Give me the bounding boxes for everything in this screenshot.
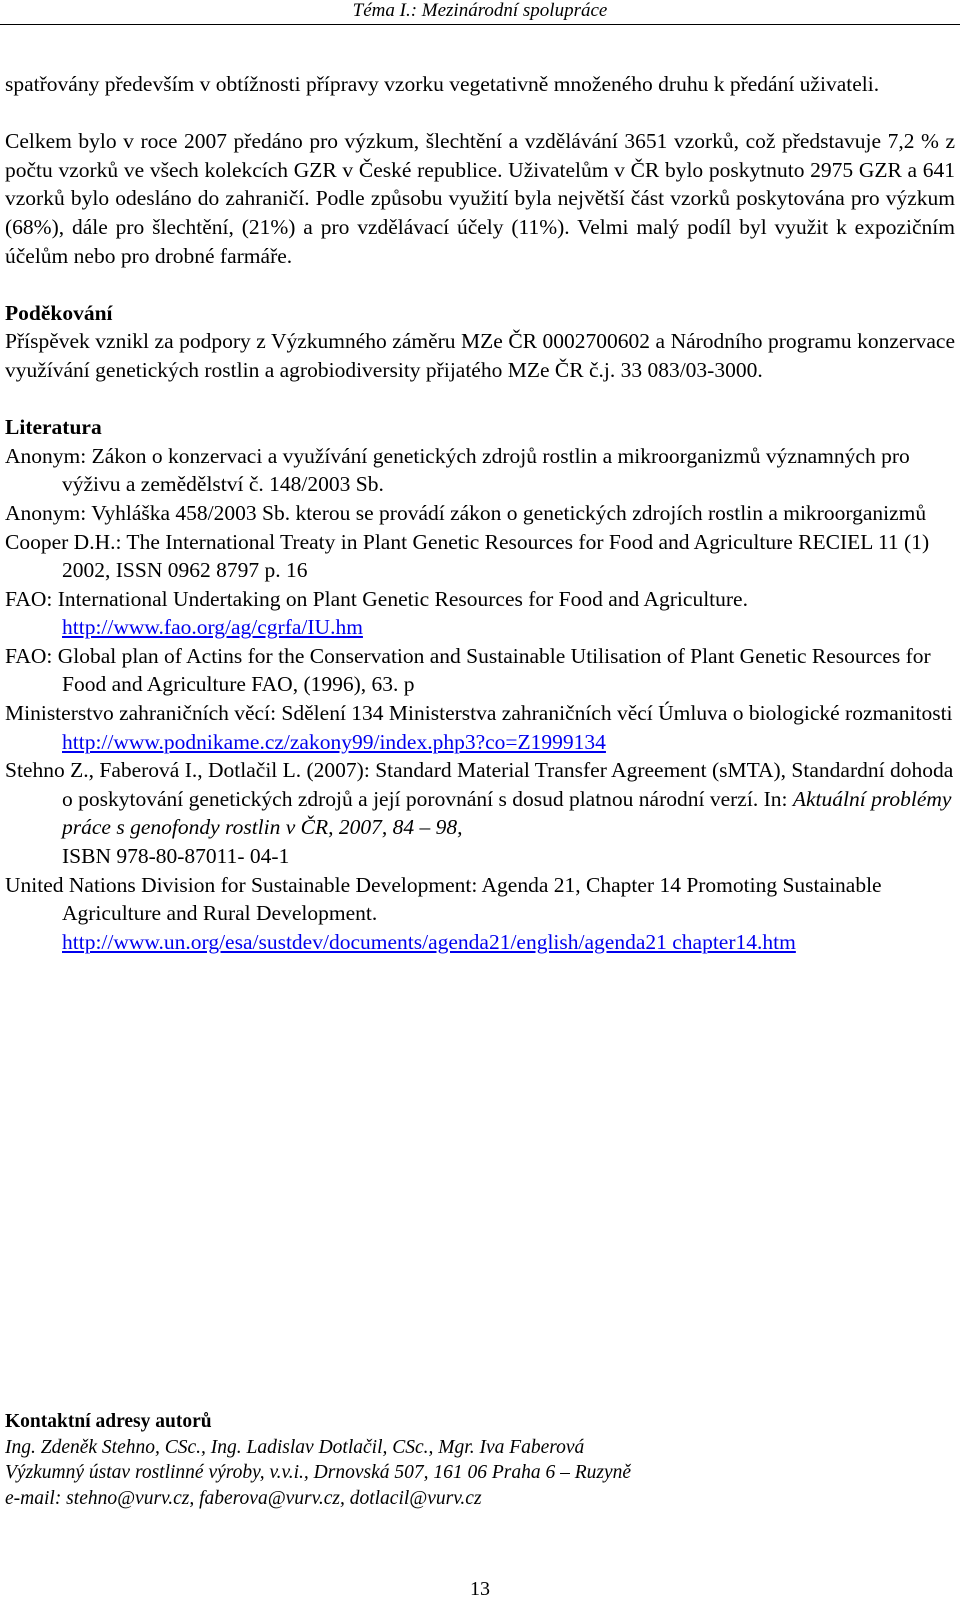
literature-heading: Literatura xyxy=(5,415,102,440)
reference-item: Stehno Z., Faberová I., Dotlačil L. (2007): Standard Material Transfer Agreement (sMTA), Standardní dohoda o poskytování genetických zdrojů a její porovnání s dosud platnou národní verzí. In: Aktuální problémy práce s genofondy rostlin v ČR, 2007, 84 – 98, ISBN 978-80-87011- 04-1 xyxy=(5,758,954,869)
reference-item: Cooper D.H.: The International Treaty in Plant Genetic Resources for Food and Agriculture RECIEL 11 (1) 2002, ISSN 0962 8797 p. 16 xyxy=(5,529,930,583)
page-header xyxy=(0,0,960,25)
reference-link[interactable]: http://www.podnikame.cz/zakony99/index.php3?co=Z1999134 xyxy=(62,729,606,754)
reference-item: Anonym: Zákon o konzervaci a využívání genetických zdrojů rostlin a mikroorganizmů významných pro výživu a zemědělství č. 148/2003 Sb. xyxy=(5,443,910,497)
acknowledgement-text: Příspěvek vznikl za podpory z Výzkumného záměru MZe ČR 0002700602 a Národního programu konzervace využívání genetických rostlin a agrobiodiversity přijatého MZe ČR č.j. 33 083/03-3000. xyxy=(5,329,955,382)
acknowledgement-heading: Poděkování xyxy=(5,300,113,325)
running-title: Téma I.: Mezinárodní spolupráce xyxy=(352,0,608,21)
reference-item: FAO: International Undertaking on Plant Genetic Resources for Food and Agriculture. http://www.fao.org/ag/cgrfa/IU.hm xyxy=(5,586,748,640)
reference-item: Ministerstvo zahraničních věcí: Sdělení 134 Ministerstva zahraničních věcí Úmluva o biologické rozmanitosti http://www.podnikame.cz/zakony99/index.php3?co=Z1999134 xyxy=(5,701,953,754)
reference-item: Anonym: Vyhláška 458/2003 Sb. kterou se provádí zákon o genetických zdrojích rostlin a mikroorganizmů xyxy=(5,500,927,525)
reference-item: FAO: Global plan of Actins for the Conservation and Sustainable Utilisation of Plant Genetic Resources for Food and Agriculture FAO, (1996), 63. p xyxy=(5,643,931,697)
page-number: 13 xyxy=(470,1578,490,1600)
institution-address: Výzkumný ústav rostlinné výroby, v.v.i., Drnovská 507, 161 06 Praha 6 – Ruzyně xyxy=(5,1462,632,1483)
author-contacts xyxy=(5,1409,955,1511)
reference-item: United Nations Division for Sustainable Development: Agenda 21, Chapter 14 Promoting Sustainable Agriculture and Rural Development. http://www.un.org/esa/sustdev/documents/agenda21/english/agenda21 chapter14.htm xyxy=(5,872,882,954)
email-addresses: e-mail: stehno@vurv.cz, faberova@vurv.cz, dotlacil@vurv.cz xyxy=(5,1487,482,1509)
contacts-heading: Kontaktní adresy autorů xyxy=(5,1411,212,1432)
reference-link[interactable]: http://www.un.org/esa/sustdev/documents/agenda21/english/agenda21 chapter14.htm xyxy=(62,929,796,954)
authors-names: Ing. Zdeněk Stehno, CSc., Ing. Ladislav Dotlačil, CSc., Mgr. Iva Faberová xyxy=(5,1436,585,1458)
paragraph-statistics: Celkem bylo v roce 2007 předáno pro výzkum, šlechtění a vzdělávání 3651 vzorků, což představuje 7,2 % z počtu vzorků ve všech kolekcích GZR v České republice. Uživatelům v ČR bylo poskytnuto 2975 GZR a 641 vzorků bylo odesláno do zahraničí. Podle způsobu využití byla největší část vzorků poskytována pro výzkum (68%), dále pro šlechtění, (21%) a pro vzdělávací účely (11%). Velmi malý podíl byl využit k expozičním účelům nebo pro drobné farmáře. xyxy=(5,129,955,268)
paragraph-continued: spatřovány především v obtížnosti přípravy vzorku vegetativně množeného druhu k předání uživateli. xyxy=(5,72,880,96)
document-body xyxy=(5,70,955,956)
reference-link[interactable]: http://www.fao.org/ag/cgrfa/IU.hm xyxy=(62,615,363,640)
